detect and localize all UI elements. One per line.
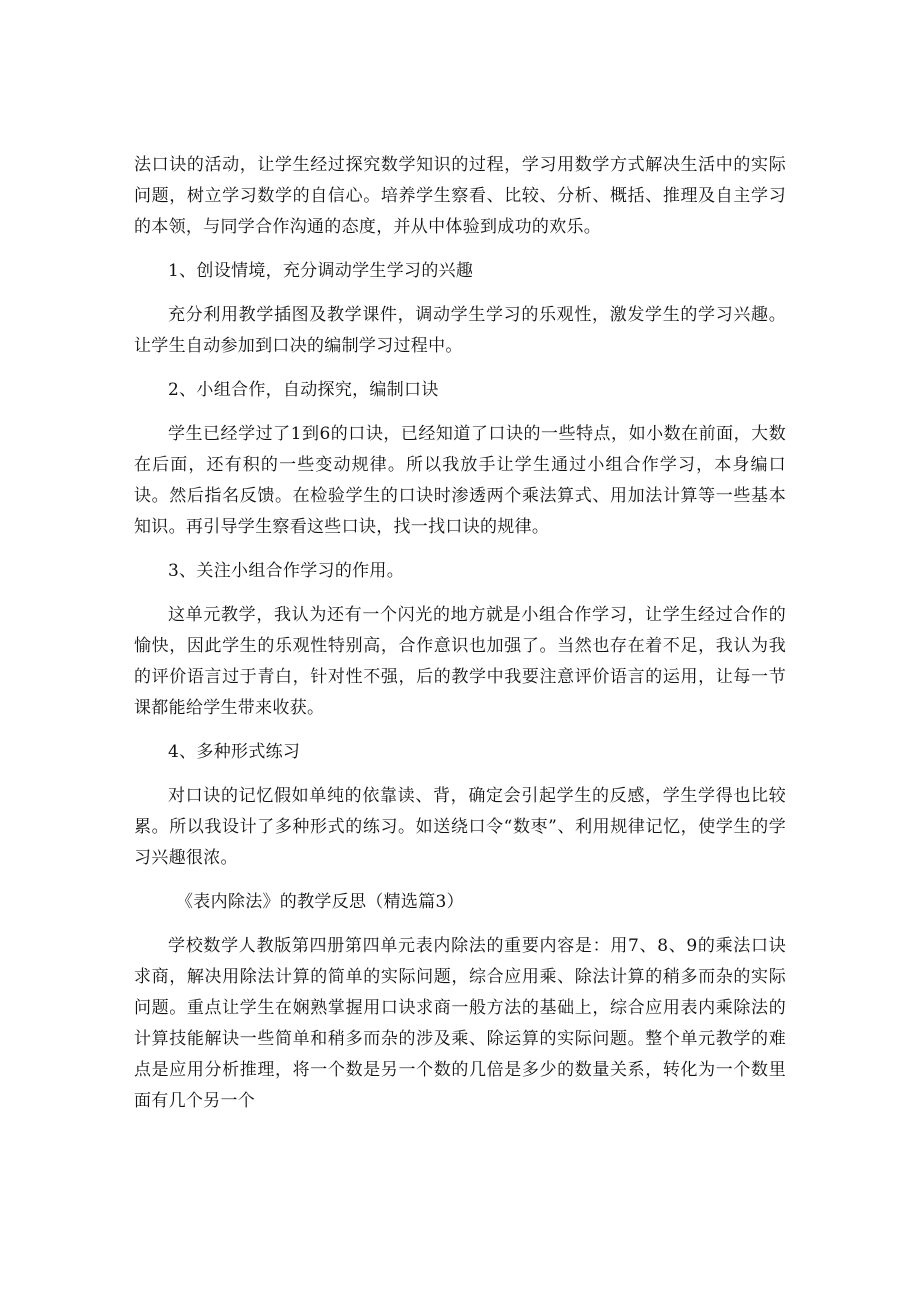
paragraph-1: 充分利用教学插图及教学课件，调动学生学习的乐观性，激发学生的学习兴趣。让学生自动参加到口决的编制学习过程中。	[134, 305, 786, 356]
paragraph-intro-continuation: 法口诀的活动，让学生经过探究数学知识的过程，学习用数学方式解决生活中的实际问题，树立学习数学的自信心。培养学生察看、比较、分析、概括、推理及自主学习的本领，与同学合作沟通的态度，并从中体验到成功的欢乐。	[134, 155, 786, 237]
heading-4: 4、多种形式练习	[168, 742, 301, 762]
heading-2: 2、小组合作，自动探究，编制口诀	[168, 380, 439, 400]
paragraph-5: 学校数学人教版第四册第四单元表内除法的重要内容是：用7、8、9的乘法口诀求商，解决用除法计算的简单的实际问题，综合应用乘、除法计算的稍多而杂的实际问题。重点让学生在娴熟掌握用口诀求商一般方法的基础上，综合应用表内乘除法的计算技能解诀一些简单和稍多而杂的涉及乘、除运算的实际问题。整个单元教学的难点是应用分析推理，将一个数是另一个数的几倍是多少的数量关系，转化为一个数里面有几个另一个	[134, 936, 786, 1111]
paragraph-3: 这单元教学，我认为还有一个闪光的地方就是小组合作学习，让学生经过合作的愉快，因此学生的乐观性特别高，合作意识也加强了。当然也存在着不足，我认为我的评价语言过于青白，针对性不强，后的教学中我要注意评价语言的运用，让每一节课都能给学生带来收获。	[134, 605, 786, 718]
section-title: 《表内除法》的教学反思（精选篇3）	[176, 892, 464, 912]
heading-3: 3、关注小组合作学习的作用。	[168, 561, 405, 581]
paragraph-2: 学生已经学过了1到6的口诀，已经知道了口诀的一些特点，如小数在前面，大数在后面，还有积的一些变动规律。所以我放手让学生通过小组合作学习，本身编口诀。然后指名反馈。在检验学生的口诀时渗透两个乘法算式、用加法计算等一些基本知识。再引导学生察看这些口诀，找一找口诀的规律。	[134, 424, 786, 537]
document-body	[134, 150, 786, 1130]
paragraph-4: 对口诀的记忆假如单纯的依靠读、背，确定会引起学生的反感，学生学得也比较累。所以我设计了多种形式的练习。如送绕口令“数枣”、利用规律记忆，使学生的学习兴趣很浓。	[134, 786, 786, 868]
heading-1: 1、创设情境，充分调动学生学习的兴趣	[168, 261, 474, 281]
